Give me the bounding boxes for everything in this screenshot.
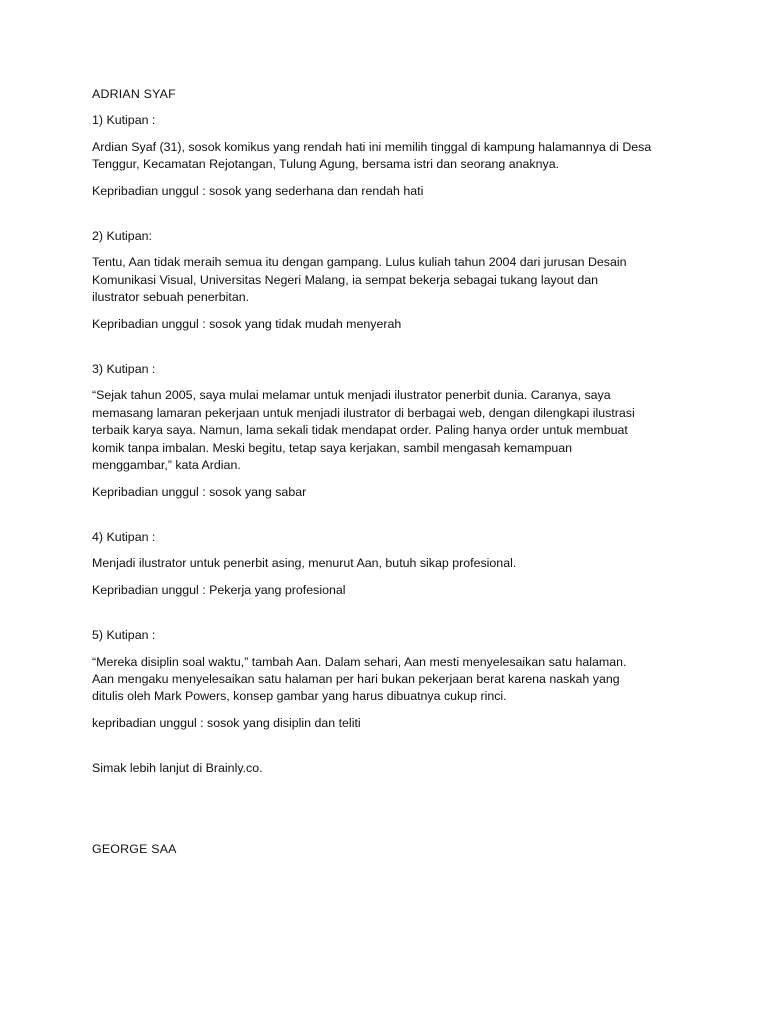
section-3-trait: Kepribadian unggul : sosok yang sabar <box>92 484 307 499</box>
source-note: Simak lebih lanjut di Brainly.co. <box>92 761 263 776</box>
section-4-heading: 4) Kutipan : <box>92 529 156 544</box>
next-title: GEORGE SAA <box>92 841 177 856</box>
spacer <box>92 599 692 627</box>
spacer <box>92 546 692 555</box>
section-1-trait: Kepribadian unggul : sosok yang sederhana dan rendah hati <box>92 183 424 198</box>
spacer <box>92 732 692 760</box>
paragraph-line: “Mereka disiplin soal waktu,” tambah Aan. Dalam sehari, Aan mesti menyelesaikan satu halaman. <box>92 654 627 669</box>
document-title: ADRIAN SYAF <box>92 87 176 101</box>
paragraph-line: komik tanpa imbalan. Meski begitu, tetap saya kerjakan, sambil mengasah kemampuan <box>92 440 573 455</box>
paragraph-line: memasang lamaran pekerjaan untuk menjadi ilustrator di berbagai web, dengan dilengkapi ilustrasi <box>92 405 635 420</box>
section-2-heading: 2) Kutipan: <box>92 229 152 244</box>
section-3-heading: 3) Kutipan : <box>92 362 156 377</box>
paragraph-line: “Sejak tahun 2005, saya mulai melamar untuk menjadi ilustrator penerbit dunia. Caranya, saya <box>92 388 611 403</box>
paragraph-line: terbaik karya saya. Namun, lama sekali tidak mendapat order. Paling hanya order untuk membuat <box>92 423 628 438</box>
section-2-trait: Kepribadian unggul : sosok yang tidak mudah menyerah <box>92 316 402 331</box>
spacer <box>92 475 692 484</box>
section-3-body <box>92 387 692 474</box>
paragraph-line: Tenggur, Kecamatan Rejotangan, Tulung Agung, bersama istri dan seorang anaknya. <box>92 157 560 172</box>
paragraph-line: Menjadi ilustrator untuk penerbit asing, menurut Aan, butuh sikap profesional. <box>92 556 517 571</box>
spacer <box>92 245 692 254</box>
spacer <box>92 573 692 582</box>
section-5-heading: 5) Kutipan : <box>92 628 156 643</box>
spacer <box>92 130 692 139</box>
spacer <box>92 501 692 529</box>
section-4-trait: Kepribadian unggul : Pekerja yang profesional <box>92 582 346 597</box>
spacer <box>92 778 692 841</box>
section-5-body <box>92 654 692 706</box>
spacer <box>92 200 692 228</box>
paragraph-line: ditulis oleh Mark Powers, konsep gambar yang harus dibuatnya cukup rinci. <box>92 689 507 704</box>
paragraph-line: Ardian Syaf (31), sosok komikus yang rendah hati ini memilih tinggal di kampung halamannya di Desa <box>92 139 652 154</box>
section-1-body <box>92 139 692 174</box>
paragraph-line: Aan mengaku menyelesaikan satu halaman per hari bukan pekerjaan berat karena naskah yang <box>92 671 620 686</box>
paragraph-line: menggambar,” kata Ardian. <box>92 458 241 473</box>
spacer <box>92 378 692 387</box>
spacer <box>92 174 692 183</box>
spacer <box>92 333 692 361</box>
paragraph-line: Komunikasi Visual, Universitas Negeri Malang, ia sempat bekerja sebagai tukang layout dan <box>92 272 599 287</box>
document-page <box>92 86 692 858</box>
section-2-body <box>92 254 692 306</box>
spacer <box>92 307 692 316</box>
paragraph-line: Tentu, Aan tidak meraih semua itu dengan gampang. Lulus kuliah tahun 2004 dari jurusan Desain <box>92 255 627 270</box>
section-1-heading: 1) Kutipan : <box>92 113 156 128</box>
section-4-body <box>92 555 692 572</box>
paragraph-line: ilustrator sebuah penerbitan. <box>92 290 250 305</box>
spacer <box>92 103 692 112</box>
spacer <box>92 706 692 715</box>
spacer <box>92 645 692 654</box>
section-5-trait: kepribadian unggul : sosok yang disiplin dan teliti <box>92 715 361 730</box>
